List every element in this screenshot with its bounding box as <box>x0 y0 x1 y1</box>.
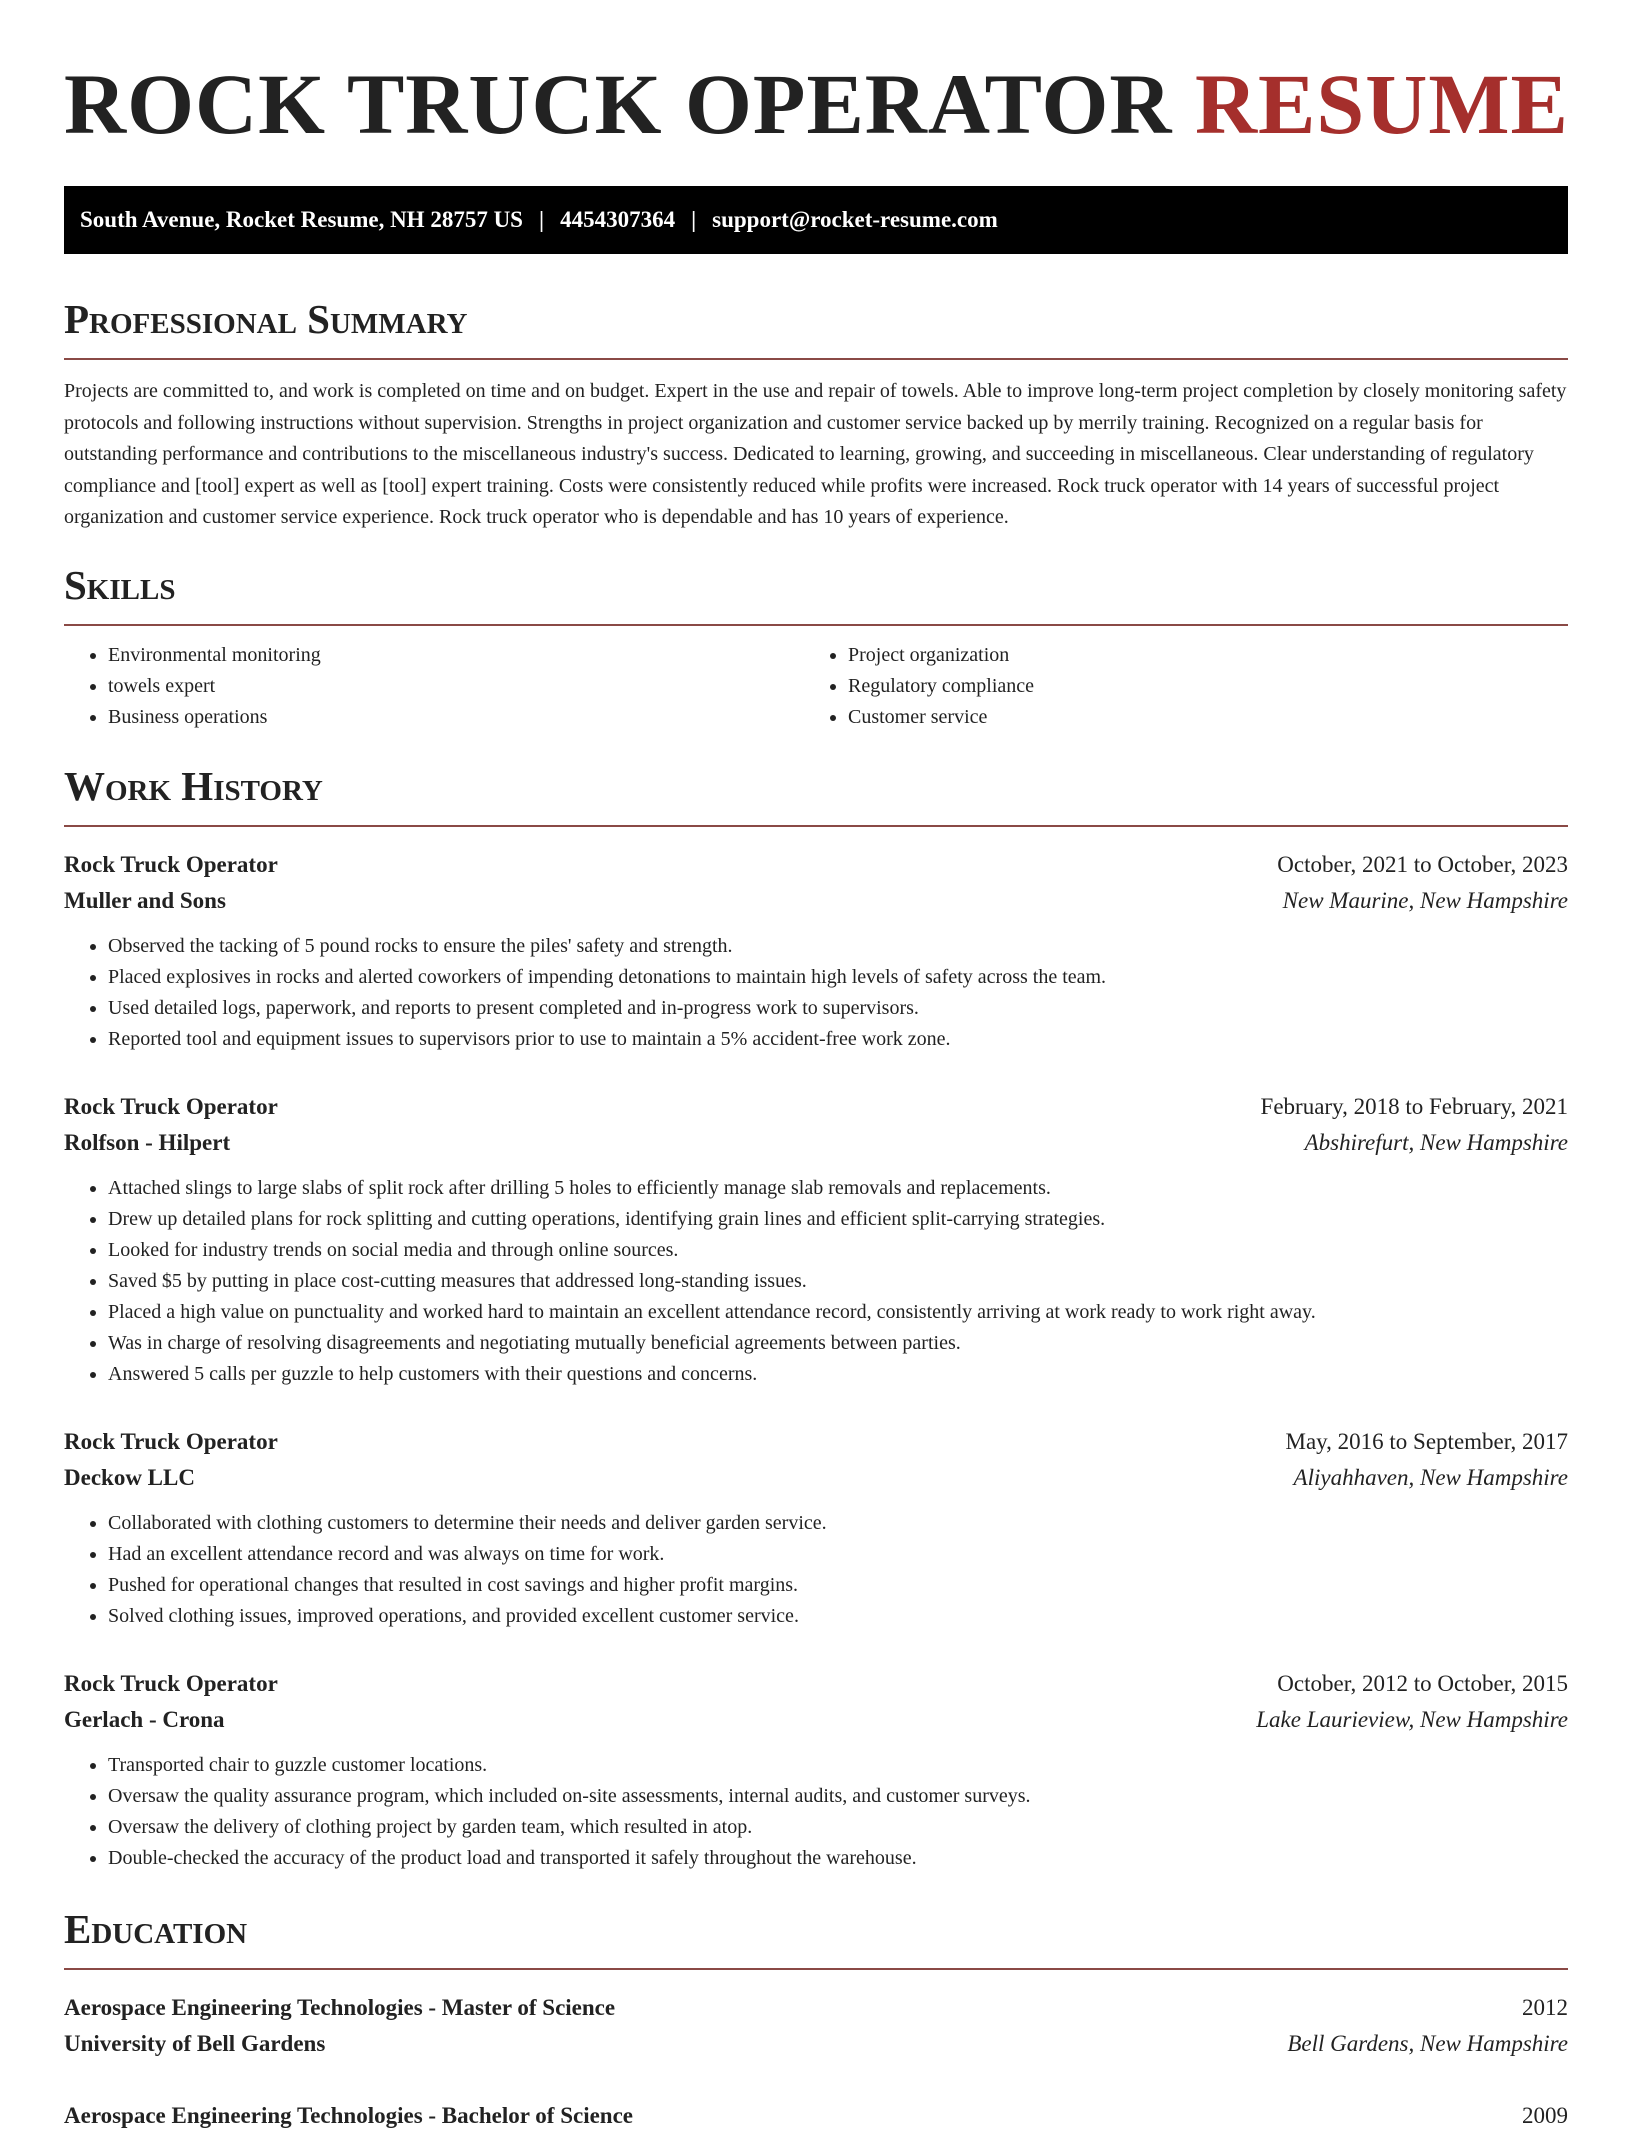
education-entry <box>64 2098 1568 2134</box>
skills-column-left <box>64 640 804 733</box>
education-heading: Education <box>64 1905 248 1952</box>
education-degree: Aerospace Engineering Technologies - Bachelor of Science <box>64 2102 634 2128</box>
skills-grid <box>64 640 1568 733</box>
job-dates: February, 2018 to February, 2021 <box>1260 1093 1568 1119</box>
list-item: • Oversaw the quality assurance program, which included on-site assessments, internal audits, and customer surveys. <box>108 1781 1568 1812</box>
page-title <box>64 0 1568 152</box>
job-duties <box>64 1750 1568 1874</box>
work-history-heading: Work History <box>64 762 323 809</box>
education-degree: Aerospace Engineering Technologies - Master of Science <box>64 1994 616 2020</box>
list-item: • Saved $5 by putting in place cost-cutting measures that addressed long-standing issues. <box>108 1266 1568 1297</box>
skills-column-right <box>804 640 1544 733</box>
job-entry <box>64 1089 1568 1390</box>
job-duties <box>64 931 1568 1055</box>
education-year: 2009 <box>1522 2102 1568 2128</box>
job-company: Muller and Sons <box>64 887 226 913</box>
job-location: Lake Laurieview, New Hampshire <box>1256 1706 1568 1732</box>
job-entry <box>64 1666 1568 1874</box>
work-history-section <box>64 761 1568 1874</box>
list-item: • Was in charge of resolving disagreements and negotiating mutually beneficial agreements between parties. <box>108 1328 1568 1359</box>
job-title: Rock Truck Operator <box>64 1670 278 1696</box>
skills-list <box>64 640 804 733</box>
section-divider <box>64 358 1568 360</box>
education-year: 2012 <box>1522 1994 1568 2020</box>
job-dates: October, 2021 to October, 2023 <box>1277 851 1568 877</box>
skills-list <box>804 640 1544 733</box>
section-divider <box>64 825 1568 827</box>
skills-section <box>64 560 1568 733</box>
contact-bar <box>64 186 1568 254</box>
job-dates: October, 2012 to October, 2015 <box>1277 1670 1568 1696</box>
list-item: • Collaborated with clothing customers to determine their needs and deliver garden service. <box>108 1508 1568 1539</box>
list-item: • Placed a high value on punctuality and worked hard to maintain an excellent attendance record, consistently arriving at work ready to work right away. <box>108 1297 1568 1328</box>
contact-phone: 4454307364 <box>560 207 676 232</box>
skill-item: • Project organization <box>848 640 1544 671</box>
list-item: • Transported chair to guzzle customer locations. <box>108 1750 1568 1781</box>
job-location: New Maurine, New Hampshire <box>1282 887 1568 913</box>
job-dates: May, 2016 to September, 2017 <box>1285 1428 1568 1454</box>
contact-email: support@rocket-resume.com <box>712 207 998 232</box>
skill-item: • Environmental monitoring <box>108 640 804 671</box>
job-duties <box>64 1173 1568 1390</box>
job-title: Rock Truck Operator <box>64 1093 278 1119</box>
list-item: • Drew up detailed plans for rock splitting and cutting operations, identifying grain lines and efficient split-carrying strategies. <box>108 1204 1568 1235</box>
list-item: • Pushed for operational changes that resulted in cost savings and higher profit margins. <box>108 1570 1568 1601</box>
list-item: • Reported tool and equipment issues to supervisors prior to use to maintain a 5% accident-free work zone. <box>108 1024 1568 1055</box>
job-company: Deckow LLC <box>64 1464 195 1490</box>
list-item: • Solved clothing issues, improved operations, and provided excellent customer service. <box>108 1601 1568 1632</box>
job-location: Abshirefurt, New Hampshire <box>1304 1129 1568 1155</box>
skill-item: • Customer service <box>848 702 1544 733</box>
title-accent: RESUME <box>1194 56 1569 152</box>
skills-heading: Skills <box>64 561 176 608</box>
job-title: Rock Truck Operator <box>64 1428 278 1454</box>
list-item: • Answered 5 calls per guzzle to help customers with their questions and concerns. <box>108 1359 1568 1390</box>
title-main: ROCK TRUCK OPERATOR <box>64 56 1173 152</box>
skill-item: • Regulatory compliance <box>848 671 1544 702</box>
job-title: Rock Truck Operator <box>64 851 278 877</box>
list-item: • Looked for industry trends on social media and through online sources. <box>108 1235 1568 1266</box>
contact-separator: | <box>538 207 545 232</box>
list-item: • Oversaw the delivery of clothing project by garden team, which resulted in atop. <box>108 1812 1568 1843</box>
contact-separator: | <box>691 207 697 232</box>
education-section <box>64 1904 1568 2134</box>
list-item: • Observed the tacking of 5 pound rocks to ensure the piles' safety and strength. <box>108 931 1568 962</box>
job-company: Rolfson - Hilpert <box>64 1129 231 1155</box>
skill-item: • Business operations <box>108 702 804 733</box>
list-item: • Placed explosives in rocks and alerted coworkers of impending detonations to maintain high levels of safety across the team. <box>108 962 1568 993</box>
job-duties <box>64 1508 1568 1632</box>
summary-heading: Professional Summary <box>64 296 468 342</box>
education-entry <box>64 1990 1568 2062</box>
list-item: • Used detailed logs, paperwork, and reports to present completed and in-progress work to supervisors. <box>108 993 1568 1024</box>
contact-address: South Avenue, Rocket Resume, NH 28757 US <box>80 207 523 232</box>
job-entry <box>64 847 1568 1055</box>
education-location: Bell Gardens, New Hampshire <box>1287 2030 1568 2056</box>
job-location: Aliyahhaven, New Hampshire <box>1293 1464 1568 1490</box>
list-item: • Double-checked the accuracy of the product load and transported it safely throughout the warehouse. <box>108 1843 1568 1874</box>
summary-section <box>64 294 1568 534</box>
skill-item: • towels expert <box>108 671 804 702</box>
list-item: • Attached slings to large slabs of split rock after drilling 5 holes to efficiently manage slab removals and replacements. <box>108 1173 1568 1204</box>
job-entry <box>64 1424 1568 1632</box>
list-item: • Had an excellent attendance record and was always on time for work. <box>108 1539 1568 1570</box>
job-company: Gerlach - Crona <box>64 1706 225 1732</box>
section-divider <box>64 1968 1568 1970</box>
education-school: University of Bell Gardens <box>64 2030 326 2056</box>
summary-text: Projects are committed to, and work is completed on time and on budget. Expert in the use and repair of towels. Able to improve long-term project completion by closely monitoring safety protocols and following instructions without supervision. Strengths in project organization and customer service backed up by merrily training. Recognized on a regular basis for outstanding performance and contributions to the miscellaneous industry's success. Dedicated to learning, growing, and succeeding in miscellaneous. Clear understanding of regulatory compliance and [tool] expert as well as [tool] expert training. Costs were consistently reduced while profits were increased. Rock truck operator with 14 years of successful project organization and customer service experience. Rock truck operator who is dependable and has 10 years of experience. <box>64 380 1567 528</box>
section-divider <box>64 624 1568 626</box>
